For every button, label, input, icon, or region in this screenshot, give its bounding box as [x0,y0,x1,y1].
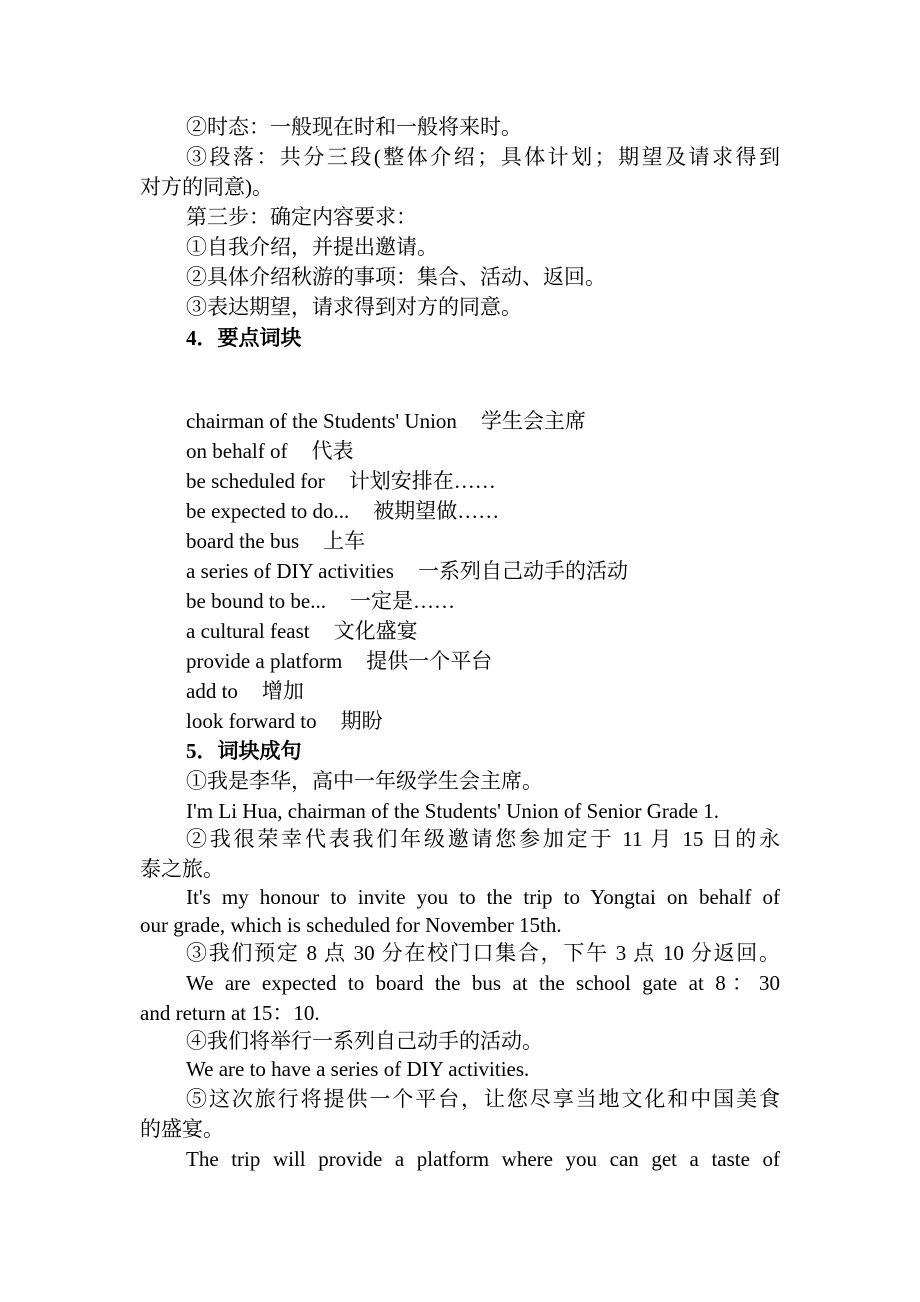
phrase-item [186,677,304,705]
phrase-chinese: 计划安排在…… [348,469,496,493]
phrase-english: be expected to do... [186,499,350,523]
phrase-chinese: 一系列自己动手的活动 [417,559,628,583]
sentence-2-cn-line1: ②我很荣幸代表我们年级邀请您参加定于 11 月 15 日的永 [186,827,780,851]
requirement-2: ②具体介绍秋游的事项：集合、活动、返回。 [186,265,606,289]
section5-heading: 5．词块成句 [186,739,302,763]
sentence-3-en-line1: We are expected to board the bus at the school gate at 8：30 [186,971,780,995]
phrase-english: be bound to be... [186,589,326,613]
phrase-english: chairman of the Students' Union [186,409,457,433]
phrase-chinese: 期盼 [340,709,383,733]
phrase-chinese: 文化盛宴 [333,619,418,643]
sentence-1-en: I'm Li Hua, chairman of the Students' Union of Senior Grade 1. [186,799,720,823]
phrase-item [186,467,496,495]
step3-title: 第三步：确定内容要求： [186,205,417,229]
sentence-3-en-line2: and return at 15：10. [140,1001,320,1025]
requirement-1: ①自我介绍，并提出邀请。 [186,235,438,259]
phrase-chinese: 一定是…… [349,589,455,613]
sentence-2-cn-line2: 泰之旅。 [140,857,224,881]
phrase-item [186,617,418,645]
phrase-chinese: 增加 [261,679,304,703]
phrase-english: look forward to [186,709,317,733]
phrase-item [186,707,383,735]
phrase-english: provide a platform [186,649,343,673]
sentence-1-cn: ①我是李华，高中一年级学生会主席。 [186,769,543,793]
phrase-item [186,407,586,435]
sentence-2-en-line2: our grade, which is scheduled for November 15th. [140,913,562,937]
phrase-chinese: 学生会主席 [480,409,586,433]
phrase-item [186,527,365,555]
sentence-5-en-line1: The trip will provide a platform where you can get a taste of [186,1147,780,1171]
phrase-english: add to [186,679,238,703]
phrase-item [186,587,455,615]
sentence-4-cn: ④我们将举行一系列自己动手的活动。 [186,1029,543,1053]
phrase-chinese: 被期望做…… [373,499,500,523]
phrase-english: a series of DIY activities [186,559,394,583]
phrase-item [186,497,499,525]
phrase-english: be scheduled for [186,469,325,493]
paragraph-requirement-line2: 对方的同意)。 [140,175,273,199]
paragraph-requirement-line1: ③段落：共分三段(整体介绍；具体计划；期望及请求得到 [186,145,780,169]
phrase-item [186,437,353,465]
phrase-chinese: 代表 [311,439,354,463]
sentence-4-en: We are to have a series of DIY activities. [186,1057,530,1081]
phrase-chinese: 提供一个平台 [366,649,493,673]
sentence-5-cn-line1: ⑤这次旅行将提供一个平台，让您尽享当地文化和中国美食 [186,1087,780,1111]
sentence-2-en-line1: It's my honour to invite you to the trip to Yongtai on behalf of [186,885,780,909]
phrase-english: a cultural feast [186,619,310,643]
phrase-item [186,647,492,675]
phrase-chinese: 上车 [323,529,366,553]
phrase-english: board the bus [186,529,300,553]
requirement-3: ③表达期望，请求得到对方的同意。 [186,295,522,319]
phrase-item [186,557,628,585]
section4-heading: 4．要点词块 [186,326,302,350]
tense-requirement: ②时态：一般现在时和一般将来时。 [186,115,522,139]
phrase-english: on behalf of [186,439,288,463]
sentence-5-cn-line2: 的盛宴。 [140,1117,224,1141]
sentence-3-cn: ③我们预定 8 点 30 分在校门口集合，下午 3 点 10 分返回。 [186,941,780,965]
